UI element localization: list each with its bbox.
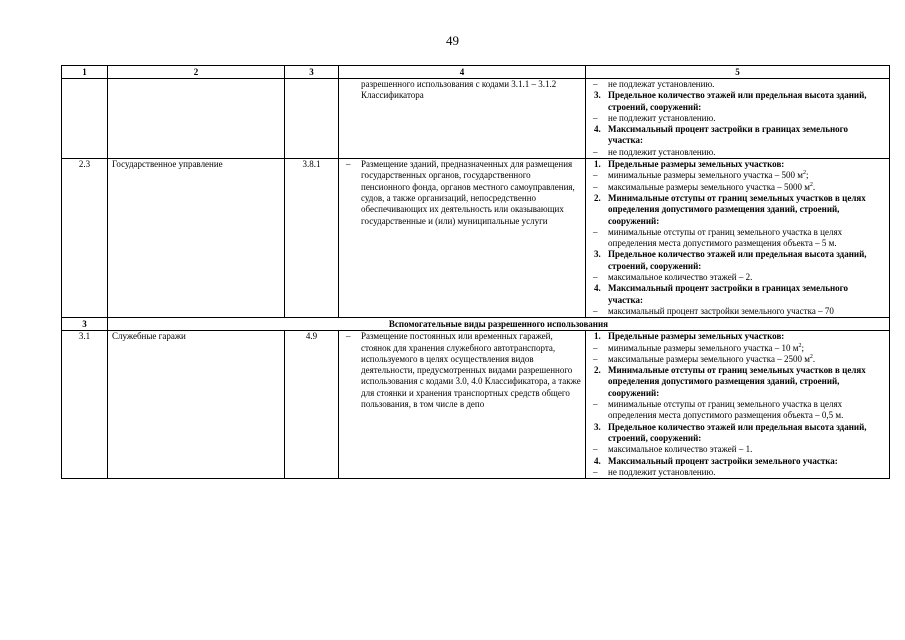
header-col-4: 4 <box>339 66 586 79</box>
table-row-continuation <box>62 79 890 159</box>
table-row <box>62 331 890 479</box>
parameter-value <box>590 444 885 455</box>
dash-marker: – <box>593 181 598 192</box>
parameter-text: Минимальные отступы от границ земельных участков в целях определения допустимого размещения зданий, строений, сооружений: <box>608 192 866 226</box>
parameter-text: минимальные размеры земельного участка – 500 м <box>608 170 803 181</box>
parameter-text: Предельное количество этажей или предельная высота зданий, строений, сооружений: <box>608 421 867 443</box>
section-row <box>62 318 890 331</box>
dash-marker: – <box>593 272 598 283</box>
superscript: 2 <box>798 342 802 349</box>
parameter-text: не подлежит установлению. <box>608 466 716 477</box>
parameter-value <box>590 343 885 354</box>
cell-parameters <box>586 79 890 159</box>
dash-marker: – <box>593 226 598 237</box>
list-number: 3. <box>594 249 601 260</box>
list-number: 3. <box>594 421 601 432</box>
dash-marker: – <box>593 170 598 181</box>
row-number: 2.3 <box>62 159 108 318</box>
parameter-value <box>590 113 885 124</box>
parameter-text: Предельное количество этажей или предельная высота зданий, строений, сооружений: <box>608 249 867 271</box>
parameter-text: не подлежит установлению. <box>608 112 716 123</box>
parameter-text: Предельные размеры земельных участков: <box>608 331 785 342</box>
section-title: Вспомогательные виды разрешенного использования <box>108 318 890 331</box>
parameter-value <box>590 272 885 283</box>
header-col-2: 2 <box>108 66 285 79</box>
parameter-heading <box>590 365 885 399</box>
parameter-text: максимальные размеры земельного участка – 2500 м <box>608 353 810 364</box>
parameter-value <box>590 399 885 422</box>
list-number: 2. <box>594 365 601 376</box>
punctuation: ; <box>801 342 804 353</box>
list-number: 1. <box>594 331 601 342</box>
parameter-value <box>590 354 885 365</box>
parameter-value <box>590 227 885 250</box>
parameter-value <box>590 147 885 158</box>
row-number: 3.1 <box>62 331 108 479</box>
parameter-value <box>590 170 885 181</box>
parameter-text: максимальный процент застройки земельного участка – 70 <box>608 305 834 316</box>
parameter-heading <box>590 331 885 342</box>
parameter-text: максимальные размеры земельного участка – 5000 м <box>608 181 810 192</box>
parameter-text: максимальное количество этажей – 1. <box>608 444 753 455</box>
zoning-table <box>61 65 890 479</box>
punctuation: ; <box>805 170 809 181</box>
parameter-text: Предельное количество этажей или предельная высота зданий, строений, сооружений: <box>608 90 867 112</box>
parameter-value <box>590 306 885 317</box>
parameter-text: Предельные размеры земельных участков: <box>608 159 785 170</box>
parameter-value <box>590 182 885 193</box>
table-row <box>62 159 890 318</box>
cell-empty <box>62 79 108 159</box>
dash-marker: – <box>593 399 598 410</box>
punctuation: . <box>812 353 816 364</box>
dash-marker: – <box>593 79 598 89</box>
list-number: 4. <box>594 283 601 294</box>
parameter-heading <box>590 249 885 272</box>
use-code: 4.9 <box>285 331 339 479</box>
parameter-text: не подлежит установлению. <box>608 146 716 157</box>
table-header-row <box>62 66 890 79</box>
dash-marker: – <box>593 112 598 123</box>
cell-description <box>339 159 586 318</box>
cell-empty <box>108 79 285 159</box>
cell-parameters <box>586 331 890 479</box>
parameter-text: Минимальные отступы от границ земельных участков в целях определения допустимого размещения зданий, строений, сооружений: <box>608 365 866 398</box>
parameter-heading <box>590 422 885 445</box>
cell-description <box>339 79 586 159</box>
use-name: Служебные гаражи <box>108 331 285 479</box>
cell-empty <box>285 79 339 159</box>
parameter-heading <box>590 283 885 306</box>
parameter-text: минимальные отступы от границ земельного участка в целях определения места допустимого размещения объекта – 5 м. <box>608 226 843 249</box>
parameter-heading <box>590 90 885 113</box>
list-number: 4. <box>594 455 601 466</box>
punctuation: . <box>812 181 816 192</box>
header-col-5: 5 <box>586 66 890 79</box>
list-number: 2. <box>594 192 601 203</box>
parameter-value <box>590 79 885 90</box>
dash-marker: – <box>593 353 598 364</box>
section-number: 3 <box>62 318 108 331</box>
parameter-heading <box>590 159 885 170</box>
header-col-3: 3 <box>285 66 339 79</box>
description-text: разрешенного использования с кодами 3.1.1 – 3.1.2 Классификатора <box>361 79 557 101</box>
superscript: 2 <box>809 353 813 360</box>
dash-marker: – <box>593 305 598 316</box>
parameter-value <box>590 467 885 478</box>
parameter-heading <box>590 193 885 227</box>
dash-marker: – <box>593 146 598 157</box>
dash-marker: – <box>593 342 598 353</box>
dash-marker: – <box>346 331 351 342</box>
parameter-heading <box>590 456 885 467</box>
superscript: 2 <box>802 170 806 177</box>
parameter-text: Максимальный процент застройки земельного участка: <box>608 455 838 466</box>
description-text: Размещение зданий, предназначенных для размещения государственных органов, государственного пенсионного фонда, органов местного самоуправления, судов, а также организаций, непосредственно обеспечивающих их деятельность или оказывающих государственные и (или) муниципальные услуги <box>361 159 575 226</box>
list-number: 1. <box>594 159 601 170</box>
dash-marker: – <box>593 444 598 455</box>
parameter-text: Максимальный процент застройки в границах земельного участка: <box>608 283 849 305</box>
list-number: 4. <box>594 124 601 135</box>
cell-parameters <box>586 159 890 318</box>
parameter-text: Максимальный процент застройки в границах земельного участка: <box>608 124 849 146</box>
parameter-text: максимальное количество этажей – 2. <box>608 272 753 283</box>
use-name: Государственное управление <box>108 159 285 318</box>
cell-description <box>339 331 586 479</box>
superscript: 2 <box>809 181 813 188</box>
parameter-text: не подлежат установлению. <box>608 79 715 89</box>
parameter-text: минимальные отступы от границ земельного участка в целях определения места допустимого размещения объекта – 0,5 м. <box>608 399 844 421</box>
parameter-heading <box>590 124 885 147</box>
page-number: 49 <box>446 33 459 48</box>
parameter-text: минимальные размеры земельного участка – 10 м <box>608 342 799 353</box>
list-number: 3. <box>594 90 601 101</box>
dash-marker: – <box>593 466 598 477</box>
header-col-1: 1 <box>62 66 108 79</box>
dash-marker: – <box>346 159 351 170</box>
use-code: 3.8.1 <box>285 159 339 318</box>
description-text: Размещение постоянных или временных гаражей, стоянок для хранения служебного автотранспорта, используемого в целях осуществления видов деятельности, предусмотренных видами разрешенного использования с кодами 3.0, 4.0 Классификатора, а также для стоянки и хранения транспортных средств общего пользования, в том числе в депо <box>361 331 581 410</box>
